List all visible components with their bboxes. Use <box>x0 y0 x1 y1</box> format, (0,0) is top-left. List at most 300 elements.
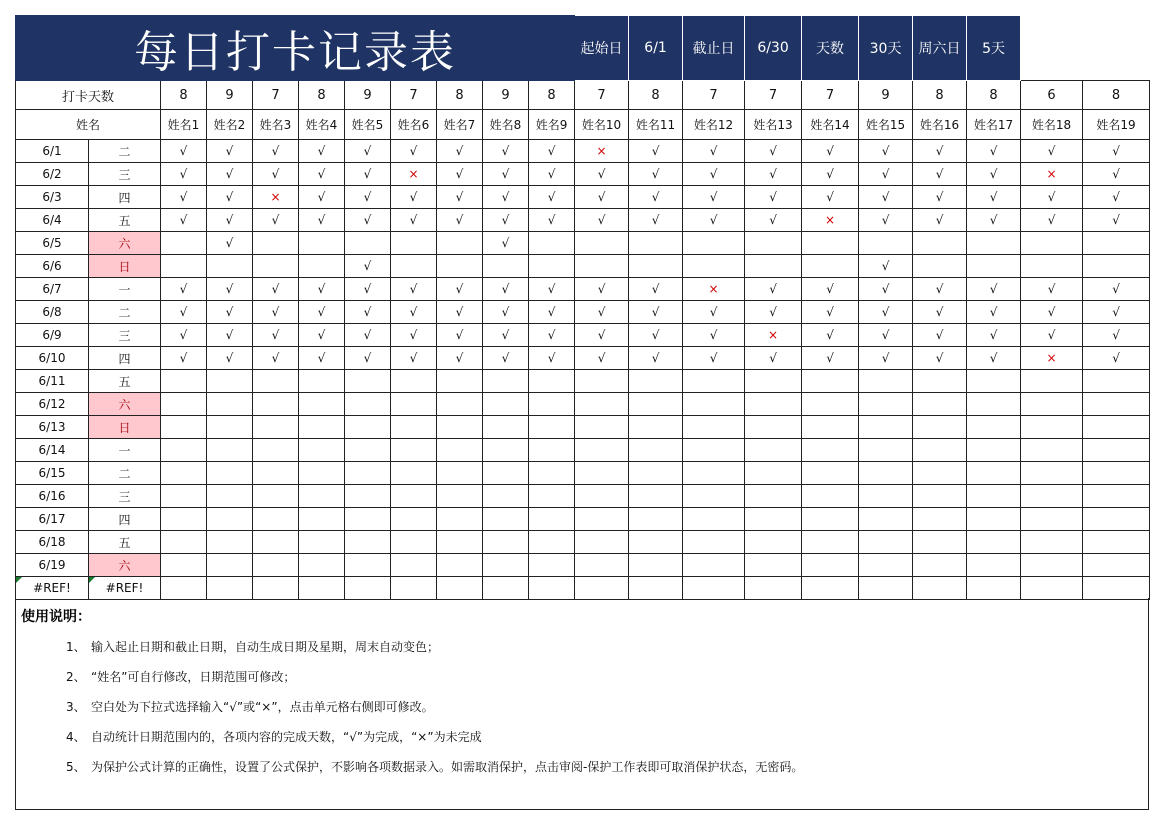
checkin-mark-cell[interactable] <box>437 255 483 278</box>
checkin-mark-cell[interactable] <box>575 485 629 508</box>
checkin-mark-cell[interactable] <box>683 416 745 439</box>
checkin-mark-cell[interactable] <box>437 531 483 554</box>
checkin-mark-cell[interactable] <box>629 508 683 531</box>
checkin-mark-cell[interactable]: √ <box>391 324 437 347</box>
name-cell[interactable]: 姓名12 <box>683 110 745 140</box>
checkin-mark-cell[interactable] <box>1021 485 1083 508</box>
checkin-mark-cell[interactable] <box>529 439 575 462</box>
checkin-mark-cell[interactable] <box>745 554 802 577</box>
checkin-mark-cell[interactable]: × <box>745 324 802 347</box>
checkin-mark-cell[interactable] <box>391 554 437 577</box>
checkin-mark-cell[interactable] <box>345 416 391 439</box>
checkin-mark-cell[interactable] <box>299 485 345 508</box>
name-cell[interactable]: 姓名15 <box>859 110 913 140</box>
checkin-mark-cell[interactable]: √ <box>802 163 859 186</box>
checkin-mark-cell[interactable] <box>802 531 859 554</box>
checkin-mark-cell[interactable] <box>802 554 859 577</box>
checkin-mark-cell[interactable] <box>483 508 529 531</box>
checkin-mark-cell[interactable]: √ <box>629 163 683 186</box>
checkin-mark-cell[interactable] <box>802 255 859 278</box>
checkin-mark-cell[interactable] <box>345 554 391 577</box>
name-cell[interactable]: 姓名3 <box>253 110 299 140</box>
checkin-mark-cell[interactable] <box>483 485 529 508</box>
checkin-mark-cell[interactable]: √ <box>207 163 253 186</box>
checkin-mark-cell[interactable] <box>575 416 629 439</box>
checkin-mark-cell[interactable] <box>529 462 575 485</box>
checkin-mark-cell[interactable]: √ <box>575 278 629 301</box>
checkin-mark-cell[interactable] <box>745 255 802 278</box>
checkin-mark-cell[interactable] <box>299 416 345 439</box>
checkin-mark-cell[interactable]: √ <box>859 255 913 278</box>
checkin-mark-cell[interactable] <box>967 439 1021 462</box>
checkin-mark-cell[interactable] <box>745 232 802 255</box>
checkin-mark-cell[interactable] <box>802 439 859 462</box>
checkin-mark-cell[interactable] <box>437 416 483 439</box>
checkin-mark-cell[interactable]: √ <box>913 186 967 209</box>
checkin-mark-cell[interactable] <box>529 485 575 508</box>
checkin-mark-cell[interactable] <box>629 554 683 577</box>
checkin-mark-cell[interactable] <box>629 255 683 278</box>
checkin-mark-cell[interactable] <box>967 462 1021 485</box>
checkin-mark-cell[interactable]: √ <box>437 140 483 163</box>
checkin-mark-cell[interactable] <box>299 255 345 278</box>
checkin-mark-cell[interactable] <box>859 462 913 485</box>
checkin-mark-cell[interactable] <box>1021 416 1083 439</box>
checkin-mark-cell[interactable]: √ <box>1021 186 1083 209</box>
checkin-mark-cell[interactable]: √ <box>437 186 483 209</box>
name-cell[interactable]: 姓名19 <box>1083 110 1150 140</box>
checkin-mark-cell[interactable]: √ <box>967 324 1021 347</box>
checkin-mark-cell[interactable] <box>253 485 299 508</box>
checkin-mark-cell[interactable]: √ <box>391 186 437 209</box>
checkin-mark-cell[interactable] <box>437 232 483 255</box>
checkin-mark-cell[interactable] <box>802 485 859 508</box>
name-cell[interactable]: 姓名11 <box>629 110 683 140</box>
checkin-mark-cell[interactable]: √ <box>859 301 913 324</box>
checkin-mark-cell[interactable] <box>1083 255 1150 278</box>
checkin-mark-cell[interactable] <box>575 439 629 462</box>
checkin-mark-cell[interactable] <box>391 462 437 485</box>
checkin-mark-cell[interactable]: √ <box>745 301 802 324</box>
checkin-mark-cell[interactable]: √ <box>967 347 1021 370</box>
checkin-mark-cell[interactable]: √ <box>802 301 859 324</box>
checkin-mark-cell[interactable]: √ <box>802 278 859 301</box>
checkin-mark-cell[interactable]: √ <box>1083 163 1150 186</box>
checkin-mark-cell[interactable]: √ <box>745 209 802 232</box>
checkin-mark-cell[interactable]: √ <box>859 186 913 209</box>
checkin-mark-cell[interactable]: √ <box>161 278 207 301</box>
checkin-mark-cell[interactable] <box>161 370 207 393</box>
checkin-mark-cell[interactable] <box>207 416 253 439</box>
checkin-mark-cell[interactable]: √ <box>575 301 629 324</box>
checkin-mark-cell[interactable] <box>913 255 967 278</box>
checkin-mark-cell[interactable]: √ <box>967 301 1021 324</box>
name-cell[interactable]: 姓名7 <box>437 110 483 140</box>
checkin-mark-cell[interactable] <box>253 232 299 255</box>
checkin-mark-cell[interactable]: √ <box>299 347 345 370</box>
checkin-mark-cell[interactable] <box>1021 439 1083 462</box>
checkin-mark-cell[interactable] <box>345 485 391 508</box>
checkin-mark-cell[interactable]: √ <box>299 301 345 324</box>
checkin-mark-cell[interactable] <box>1083 508 1150 531</box>
checkin-mark-cell[interactable] <box>683 370 745 393</box>
checkin-mark-cell[interactable] <box>859 508 913 531</box>
checkin-mark-cell[interactable] <box>529 508 575 531</box>
checkin-mark-cell[interactable]: √ <box>391 301 437 324</box>
name-cell[interactable]: 姓名18 <box>1021 110 1083 140</box>
checkin-mark-cell[interactable] <box>913 531 967 554</box>
checkin-mark-cell[interactable] <box>437 485 483 508</box>
checkin-mark-cell[interactable] <box>913 554 967 577</box>
checkin-mark-cell[interactable]: √ <box>483 163 529 186</box>
checkin-mark-cell[interactable]: √ <box>859 278 913 301</box>
checkin-mark-cell[interactable] <box>575 462 629 485</box>
checkin-mark-cell[interactable]: × <box>391 163 437 186</box>
checkin-mark-cell[interactable]: √ <box>1021 140 1083 163</box>
checkin-mark-cell[interactable]: √ <box>967 163 1021 186</box>
checkin-mark-cell[interactable]: × <box>1021 163 1083 186</box>
checkin-mark-cell[interactable] <box>913 439 967 462</box>
checkin-mark-cell[interactable] <box>859 439 913 462</box>
checkin-mark-cell[interactable]: √ <box>253 140 299 163</box>
checkin-mark-cell[interactable] <box>161 462 207 485</box>
checkin-mark-cell[interactable] <box>1083 370 1150 393</box>
checkin-mark-cell[interactable]: √ <box>913 209 967 232</box>
checkin-mark-cell[interactable] <box>683 462 745 485</box>
checkin-mark-cell[interactable]: √ <box>345 163 391 186</box>
checkin-mark-cell[interactable] <box>1021 370 1083 393</box>
checkin-mark-cell[interactable] <box>345 508 391 531</box>
checkin-mark-cell[interactable] <box>391 393 437 416</box>
checkin-mark-cell[interactable] <box>529 531 575 554</box>
name-cell[interactable]: 姓名14 <box>802 110 859 140</box>
checkin-mark-cell[interactable] <box>1021 554 1083 577</box>
checkin-mark-cell[interactable] <box>161 485 207 508</box>
checkin-mark-cell[interactable]: × <box>683 278 745 301</box>
checkin-mark-cell[interactable] <box>967 416 1021 439</box>
checkin-mark-cell[interactable]: √ <box>207 278 253 301</box>
checkin-mark-cell[interactable] <box>299 393 345 416</box>
checkin-mark-cell[interactable] <box>967 554 1021 577</box>
checkin-mark-cell[interactable]: √ <box>802 324 859 347</box>
checkin-mark-cell[interactable] <box>859 577 913 600</box>
checkin-mark-cell[interactable] <box>483 577 529 600</box>
checkin-mark-cell[interactable] <box>299 577 345 600</box>
checkin-mark-cell[interactable] <box>967 577 1021 600</box>
checkin-mark-cell[interactable]: √ <box>207 232 253 255</box>
checkin-mark-cell[interactable] <box>391 531 437 554</box>
checkin-mark-cell[interactable]: √ <box>683 347 745 370</box>
checkin-mark-cell[interactable]: √ <box>483 301 529 324</box>
checkin-mark-cell[interactable] <box>483 554 529 577</box>
checkin-mark-cell[interactable] <box>913 577 967 600</box>
checkin-mark-cell[interactable]: √ <box>529 347 575 370</box>
checkin-mark-cell[interactable]: √ <box>575 186 629 209</box>
checkin-mark-cell[interactable] <box>253 416 299 439</box>
checkin-mark-cell[interactable] <box>967 232 1021 255</box>
checkin-mark-cell[interactable]: √ <box>629 347 683 370</box>
checkin-mark-cell[interactable] <box>345 531 391 554</box>
name-cell[interactable]: 姓名17 <box>967 110 1021 140</box>
checkin-mark-cell[interactable]: √ <box>1083 301 1150 324</box>
checkin-mark-cell[interactable] <box>391 416 437 439</box>
checkin-mark-cell[interactable] <box>913 370 967 393</box>
checkin-mark-cell[interactable]: √ <box>529 324 575 347</box>
checkin-mark-cell[interactable] <box>575 554 629 577</box>
checkin-mark-cell[interactable] <box>161 416 207 439</box>
checkin-mark-cell[interactable]: √ <box>683 301 745 324</box>
checkin-mark-cell[interactable] <box>1021 393 1083 416</box>
checkin-mark-cell[interactable] <box>802 393 859 416</box>
checkin-mark-cell[interactable]: √ <box>207 140 253 163</box>
checkin-mark-cell[interactable] <box>629 416 683 439</box>
checkin-mark-cell[interactable] <box>483 416 529 439</box>
checkin-mark-cell[interactable]: √ <box>253 301 299 324</box>
name-cell[interactable]: 姓名6 <box>391 110 437 140</box>
checkin-mark-cell[interactable] <box>391 232 437 255</box>
checkin-mark-cell[interactable] <box>913 462 967 485</box>
checkin-mark-cell[interactable] <box>345 577 391 600</box>
checkin-mark-cell[interactable]: √ <box>629 209 683 232</box>
checkin-mark-cell[interactable] <box>629 531 683 554</box>
checkin-mark-cell[interactable]: √ <box>483 278 529 301</box>
checkin-mark-cell[interactable]: √ <box>529 163 575 186</box>
checkin-mark-cell[interactable]: √ <box>529 186 575 209</box>
checkin-mark-cell[interactable] <box>745 577 802 600</box>
checkin-mark-cell[interactable]: √ <box>859 163 913 186</box>
checkin-mark-cell[interactable] <box>437 554 483 577</box>
checkin-mark-cell[interactable] <box>683 554 745 577</box>
checkin-mark-cell[interactable] <box>529 393 575 416</box>
checkin-mark-cell[interactable]: √ <box>629 324 683 347</box>
checkin-mark-cell[interactable]: × <box>1021 347 1083 370</box>
checkin-mark-cell[interactable]: √ <box>1021 209 1083 232</box>
checkin-mark-cell[interactable] <box>345 462 391 485</box>
checkin-mark-cell[interactable]: √ <box>207 301 253 324</box>
checkin-mark-cell[interactable] <box>967 508 1021 531</box>
checkin-mark-cell[interactable] <box>207 508 253 531</box>
name-cell[interactable]: 姓名13 <box>745 110 802 140</box>
checkin-mark-cell[interactable] <box>575 531 629 554</box>
checkin-mark-cell[interactable]: √ <box>913 278 967 301</box>
checkin-mark-cell[interactable]: √ <box>161 301 207 324</box>
name-cell[interactable]: 姓名16 <box>913 110 967 140</box>
checkin-mark-cell[interactable]: √ <box>345 301 391 324</box>
checkin-mark-cell[interactable]: √ <box>529 301 575 324</box>
checkin-mark-cell[interactable] <box>967 255 1021 278</box>
checkin-mark-cell[interactable]: √ <box>391 140 437 163</box>
checkin-mark-cell[interactable]: √ <box>299 186 345 209</box>
checkin-mark-cell[interactable] <box>859 416 913 439</box>
checkin-mark-cell[interactable]: √ <box>629 140 683 163</box>
checkin-mark-cell[interactable]: √ <box>1083 186 1150 209</box>
checkin-mark-cell[interactable] <box>207 485 253 508</box>
checkin-mark-cell[interactable] <box>1021 531 1083 554</box>
checkin-mark-cell[interactable] <box>913 508 967 531</box>
checkin-mark-cell[interactable] <box>345 393 391 416</box>
checkin-mark-cell[interactable]: √ <box>299 163 345 186</box>
name-cell[interactable]: 姓名4 <box>299 110 345 140</box>
checkin-mark-cell[interactable]: √ <box>575 324 629 347</box>
checkin-mark-cell[interactable]: √ <box>161 209 207 232</box>
checkin-mark-cell[interactable]: × <box>802 209 859 232</box>
checkin-mark-cell[interactable] <box>437 577 483 600</box>
checkin-mark-cell[interactable]: √ <box>207 347 253 370</box>
checkin-mark-cell[interactable]: √ <box>483 324 529 347</box>
checkin-mark-cell[interactable]: √ <box>253 278 299 301</box>
checkin-mark-cell[interactable]: √ <box>745 140 802 163</box>
checkin-mark-cell[interactable]: √ <box>345 186 391 209</box>
checkin-mark-cell[interactable]: √ <box>575 347 629 370</box>
checkin-mark-cell[interactable] <box>1083 531 1150 554</box>
checkin-mark-cell[interactable] <box>161 531 207 554</box>
checkin-mark-cell[interactable] <box>913 393 967 416</box>
checkin-mark-cell[interactable] <box>859 554 913 577</box>
checkin-mark-cell[interactable] <box>745 462 802 485</box>
checkin-mark-cell[interactable] <box>859 370 913 393</box>
checkin-mark-cell[interactable]: √ <box>913 301 967 324</box>
checkin-mark-cell[interactable] <box>299 508 345 531</box>
checkin-mark-cell[interactable] <box>629 232 683 255</box>
checkin-mark-cell[interactable]: √ <box>161 324 207 347</box>
checkin-mark-cell[interactable]: × <box>575 140 629 163</box>
checkin-mark-cell[interactable]: √ <box>207 186 253 209</box>
checkin-mark-cell[interactable]: √ <box>967 140 1021 163</box>
checkin-mark-cell[interactable]: √ <box>345 347 391 370</box>
checkin-mark-cell[interactable]: √ <box>391 278 437 301</box>
checkin-mark-cell[interactable] <box>161 232 207 255</box>
checkin-mark-cell[interactable]: √ <box>745 186 802 209</box>
checkin-mark-cell[interactable]: √ <box>913 324 967 347</box>
checkin-mark-cell[interactable]: √ <box>345 140 391 163</box>
checkin-mark-cell[interactable] <box>529 255 575 278</box>
checkin-mark-cell[interactable] <box>207 462 253 485</box>
checkin-mark-cell[interactable]: √ <box>529 140 575 163</box>
checkin-mark-cell[interactable] <box>575 370 629 393</box>
checkin-mark-cell[interactable] <box>575 577 629 600</box>
checkin-mark-cell[interactable]: √ <box>1021 324 1083 347</box>
checkin-mark-cell[interactable]: √ <box>629 301 683 324</box>
checkin-mark-cell[interactable] <box>253 370 299 393</box>
checkin-mark-cell[interactable] <box>859 232 913 255</box>
checkin-mark-cell[interactable] <box>207 554 253 577</box>
checkin-mark-cell[interactable]: √ <box>345 278 391 301</box>
checkin-mark-cell[interactable]: √ <box>253 324 299 347</box>
checkin-mark-cell[interactable] <box>745 508 802 531</box>
checkin-mark-cell[interactable] <box>859 531 913 554</box>
checkin-mark-cell[interactable]: √ <box>437 209 483 232</box>
checkin-mark-cell[interactable] <box>299 370 345 393</box>
checkin-mark-cell[interactable]: √ <box>345 209 391 232</box>
checkin-mark-cell[interactable]: √ <box>913 140 967 163</box>
checkin-mark-cell[interactable]: √ <box>1083 140 1150 163</box>
name-cell[interactable]: 姓名2 <box>207 110 253 140</box>
checkin-mark-cell[interactable] <box>1083 554 1150 577</box>
checkin-mark-cell[interactable] <box>575 393 629 416</box>
checkin-mark-cell[interactable] <box>683 577 745 600</box>
checkin-mark-cell[interactable] <box>299 554 345 577</box>
checkin-mark-cell[interactable] <box>683 508 745 531</box>
checkin-mark-cell[interactable]: √ <box>683 140 745 163</box>
checkin-mark-cell[interactable]: √ <box>683 324 745 347</box>
checkin-mark-cell[interactable]: √ <box>629 278 683 301</box>
checkin-mark-cell[interactable] <box>683 393 745 416</box>
checkin-mark-cell[interactable] <box>745 370 802 393</box>
checkin-mark-cell[interactable] <box>483 393 529 416</box>
checkin-mark-cell[interactable] <box>683 485 745 508</box>
checkin-mark-cell[interactable] <box>1083 485 1150 508</box>
checkin-mark-cell[interactable] <box>391 439 437 462</box>
checkin-mark-cell[interactable]: √ <box>859 209 913 232</box>
checkin-mark-cell[interactable] <box>161 554 207 577</box>
checkin-mark-cell[interactable]: √ <box>859 140 913 163</box>
checkin-mark-cell[interactable] <box>529 416 575 439</box>
checkin-mark-cell[interactable]: √ <box>345 255 391 278</box>
checkin-mark-cell[interactable] <box>207 577 253 600</box>
checkin-mark-cell[interactable] <box>967 485 1021 508</box>
checkin-mark-cell[interactable]: √ <box>207 209 253 232</box>
checkin-mark-cell[interactable] <box>913 232 967 255</box>
checkin-mark-cell[interactable] <box>207 370 253 393</box>
checkin-mark-cell[interactable] <box>299 232 345 255</box>
checkin-mark-cell[interactable] <box>1021 232 1083 255</box>
checkin-mark-cell[interactable]: √ <box>575 209 629 232</box>
checkin-mark-cell[interactable]: √ <box>683 163 745 186</box>
checkin-mark-cell[interactable] <box>253 439 299 462</box>
checkin-mark-cell[interactable]: √ <box>802 140 859 163</box>
checkin-mark-cell[interactable] <box>575 255 629 278</box>
checkin-mark-cell[interactable]: √ <box>483 347 529 370</box>
checkin-mark-cell[interactable] <box>683 531 745 554</box>
checkin-mark-cell[interactable]: √ <box>437 301 483 324</box>
checkin-mark-cell[interactable] <box>529 232 575 255</box>
name-cell[interactable]: 姓名9 <box>529 110 575 140</box>
checkin-mark-cell[interactable]: √ <box>529 278 575 301</box>
checkin-mark-cell[interactable] <box>207 255 253 278</box>
checkin-mark-cell[interactable]: √ <box>1083 278 1150 301</box>
checkin-mark-cell[interactable] <box>967 531 1021 554</box>
checkin-mark-cell[interactable] <box>802 232 859 255</box>
checkin-mark-cell[interactable] <box>483 531 529 554</box>
checkin-mark-cell[interactable] <box>967 393 1021 416</box>
checkin-mark-cell[interactable] <box>483 462 529 485</box>
checkin-mark-cell[interactable]: √ <box>483 186 529 209</box>
checkin-mark-cell[interactable]: √ <box>859 324 913 347</box>
checkin-mark-cell[interactable]: √ <box>529 209 575 232</box>
checkin-mark-cell[interactable] <box>745 485 802 508</box>
name-cell[interactable]: 姓名8 <box>483 110 529 140</box>
checkin-mark-cell[interactable] <box>802 462 859 485</box>
checkin-mark-cell[interactable]: √ <box>967 209 1021 232</box>
checkin-mark-cell[interactable] <box>437 462 483 485</box>
checkin-mark-cell[interactable] <box>913 485 967 508</box>
checkin-mark-cell[interactable] <box>391 255 437 278</box>
checkin-mark-cell[interactable] <box>745 439 802 462</box>
checkin-mark-cell[interactable] <box>802 577 859 600</box>
checkin-mark-cell[interactable] <box>575 508 629 531</box>
checkin-mark-cell[interactable] <box>253 508 299 531</box>
checkin-mark-cell[interactable]: × <box>253 186 299 209</box>
checkin-mark-cell[interactable] <box>629 439 683 462</box>
checkin-mark-cell[interactable] <box>629 393 683 416</box>
checkin-mark-cell[interactable] <box>253 393 299 416</box>
checkin-mark-cell[interactable] <box>1083 439 1150 462</box>
checkin-mark-cell[interactable]: √ <box>745 163 802 186</box>
checkin-mark-cell[interactable] <box>253 462 299 485</box>
checkin-mark-cell[interactable]: √ <box>161 347 207 370</box>
start-date-value[interactable]: 6/1 <box>629 16 683 81</box>
checkin-mark-cell[interactable]: √ <box>391 209 437 232</box>
